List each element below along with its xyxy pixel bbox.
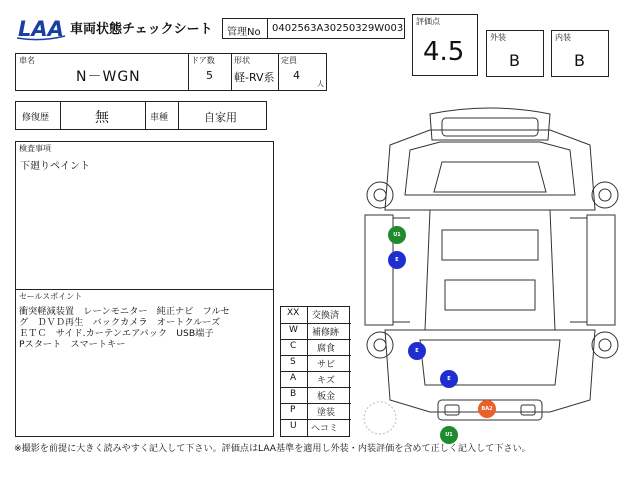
- damage-mark: E: [388, 251, 406, 269]
- vehicle-info-row: [15, 53, 327, 91]
- car-diagram: [350, 100, 635, 440]
- repair-history-value: 無: [95, 110, 109, 126]
- legend-meaning: サビ: [317, 360, 336, 370]
- selling-points-label: セールスポイント: [19, 292, 83, 301]
- selling-points-text: [19, 306, 230, 350]
- legend-meaning: 交換済: [312, 311, 340, 321]
- car-name-cell: [15, 53, 189, 91]
- damage-mark: BA2: [478, 400, 496, 418]
- damage-mark: E: [440, 370, 458, 388]
- exterior-score-label: 外装: [490, 33, 506, 42]
- repair-label-cell: [15, 101, 61, 130]
- control-no-value: 0402563A30250329W003: [272, 23, 404, 34]
- selling-points-box: [15, 289, 274, 437]
- interior-score-label: 内装: [555, 33, 571, 42]
- legend-code: W: [289, 325, 298, 335]
- body-shape-label: 形状: [234, 56, 250, 65]
- legend-code: B: [290, 389, 297, 399]
- inspection-label: 検査事項: [19, 144, 51, 153]
- damage-mark: U1: [388, 226, 406, 244]
- laa-logo: [15, 15, 67, 41]
- inspection-box: [15, 141, 274, 290]
- car-name-value: N－WGN: [76, 69, 141, 85]
- control-no-label: 管理No: [227, 27, 261, 38]
- capacity-value: 4: [293, 69, 300, 82]
- selling-point-line: Pスタート スマートキー: [19, 339, 126, 350]
- legend-meaning: 板金: [317, 392, 336, 402]
- legend-row: [281, 339, 351, 354]
- exterior-score-value: B: [509, 51, 520, 70]
- vehicle-type-label: 車種: [150, 113, 169, 123]
- legend-row: [281, 307, 351, 322]
- legend-meaning: 腐食: [317, 344, 336, 354]
- legend-meaning: キズ: [317, 376, 335, 386]
- interior-score-value: B: [574, 51, 585, 70]
- legend-meaning: 補修跡: [312, 328, 340, 338]
- legend-meaning: 塗装: [317, 408, 336, 418]
- legend-code: C: [290, 341, 297, 351]
- legend-row: [281, 387, 351, 402]
- body-shape-value: 軽-RV系: [234, 71, 275, 84]
- capacity-label: 定員: [281, 56, 297, 65]
- legend-row: [281, 355, 351, 370]
- legend-code: A: [290, 373, 297, 383]
- repair-value-cell: [60, 101, 146, 130]
- legend-code: U: [290, 421, 297, 431]
- inspection-text: 下廻りペイント: [20, 161, 90, 172]
- laa-logo-text: LAA: [18, 17, 64, 41]
- sheet-title: 車両状態チェックシート: [70, 22, 213, 37]
- legend-row: [281, 371, 351, 386]
- selling-point-line: ＥＴＣ サイド.カーテンエアバック USB端子: [19, 328, 214, 339]
- legend-meaning: ヘコミ: [311, 424, 339, 434]
- history-row: [15, 101, 267, 130]
- body-shape-cell: [231, 53, 279, 91]
- vehicle-type-value-cell: [178, 101, 267, 130]
- overall-score-box: [412, 14, 478, 76]
- exterior-score-box: [486, 30, 544, 77]
- footer-note: ※撮影を前提に大きく読みやすく記入して下さい。評価点はLAA基準を適用し外装・内装評価を含めて正しく記入して下さい。: [14, 444, 531, 454]
- damage-mark: E: [408, 342, 426, 360]
- doors-label: ドア数: [191, 56, 215, 65]
- capacity-unit: 人: [317, 80, 324, 88]
- legend-row: [281, 403, 351, 418]
- repair-history-label: 修復歴: [22, 113, 50, 123]
- legend-code: P: [290, 405, 296, 415]
- legend-code: XX: [287, 308, 300, 318]
- control-no-value-cell: [267, 18, 405, 39]
- vehicle-type-value: 自家用: [204, 111, 237, 124]
- car-name-label: 車名: [19, 56, 35, 65]
- legend-code: S: [290, 357, 296, 367]
- damage-legend-table: [280, 306, 350, 437]
- selling-point-line: グ ＤＶＤ再生 バックカメラ オートクルーズ: [19, 317, 221, 328]
- interior-score-box: [551, 30, 609, 77]
- control-no-label-cell: [222, 18, 268, 39]
- capacity-cell: [278, 53, 327, 91]
- doors-value: 5: [206, 69, 213, 82]
- overall-score-label: 評価点: [416, 17, 440, 26]
- overall-score-value: 4.5: [423, 37, 465, 67]
- vehicle-type-label-cell: [145, 101, 179, 130]
- damage-mark: U1: [440, 426, 458, 444]
- legend-row: [281, 419, 351, 434]
- legend-row: [281, 323, 351, 338]
- selling-point-line: 衝突軽減装置 レーンモニター 純正ナビ フルセ: [19, 306, 230, 317]
- doors-cell: [188, 53, 232, 91]
